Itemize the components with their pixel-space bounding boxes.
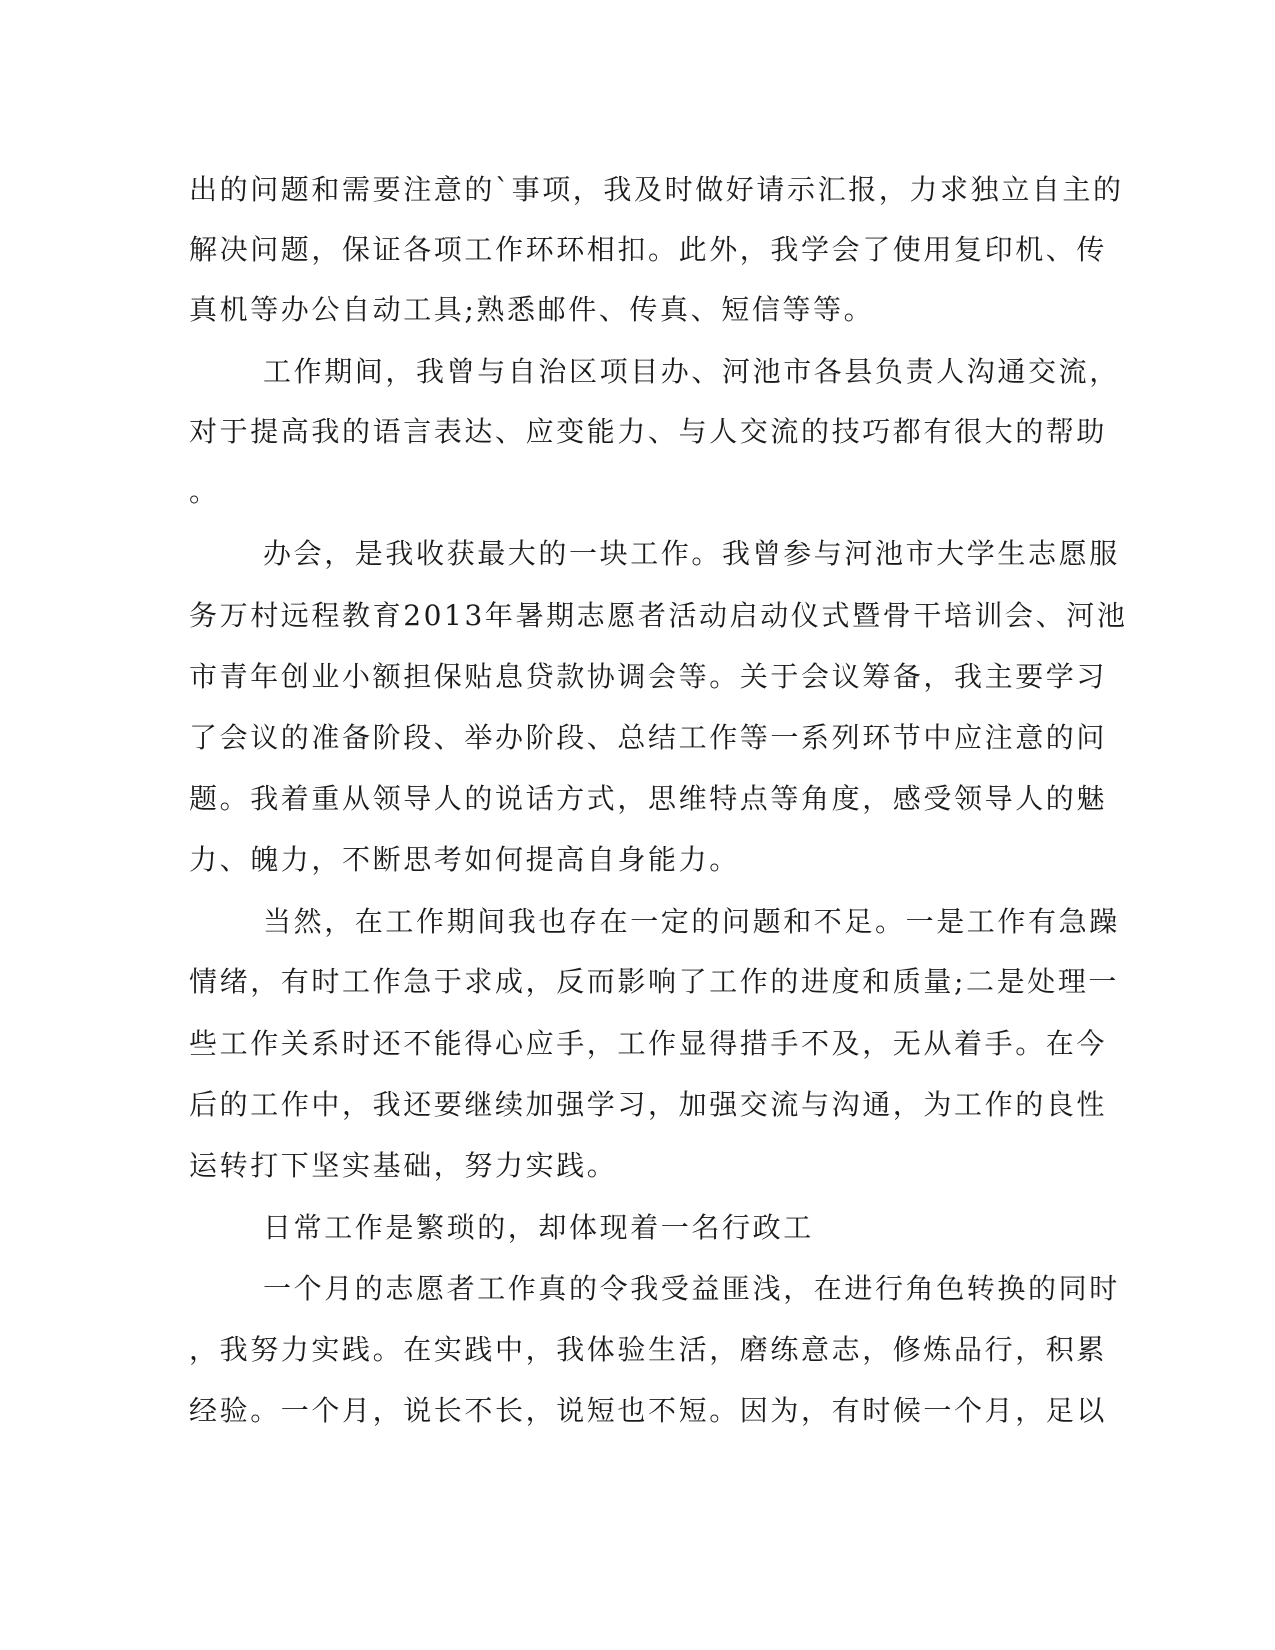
paragraph-first-line: 办会，是我收获最大的一块工作。我曾参与河池市大学生志愿服 — [263, 537, 1120, 570]
text-line: 力、魄力，不断思考如何提高自身能力。 — [189, 843, 740, 876]
text-line: ，我努力实践。在实践中，我体验生活，磨练意志，修炼品行，积累 — [189, 1333, 1108, 1366]
text-line: 经验。一个月，说长不长，说短也不短。因为，有时候一个月，足以 — [189, 1394, 1108, 1427]
paragraph-first-line: 一个月的志愿者工作真的令我受益匪浅，在进行角色转换的同时 — [263, 1272, 1120, 1305]
text-line: 些工作关系时还不能得心应手，工作显得措手不及，无从着手。在今 — [189, 1027, 1108, 1060]
text-line: 对于提高我的语言表达、应变能力、与人交流的技巧都有很大的帮助 — [189, 415, 1108, 448]
text-line: 真机等办公自动工具;熟悉邮件、传真、短信等等。 — [189, 293, 875, 326]
paragraph-first-line: 工作期间，我曾与自治区项目办、河池市各县负责人沟通交流， — [263, 355, 1120, 388]
text-line: 务万村远程教育2013年暑期志愿者活动启动仪式暨骨干培训会、河池 — [189, 599, 1128, 632]
paragraph-first-line: 当然，在工作期间我也存在一定的问题和不足。一是工作有急躁 — [263, 905, 1120, 938]
text-line: 。 — [189, 475, 218, 508]
text-line: 解决问题，保证各项工作环环相扣。此外，我学会了使用复印机、传 — [189, 233, 1108, 266]
text-line: 出的问题和需要注意的`事项，我及时做好请示汇报，力求独立自主的 — [189, 173, 1124, 206]
text-line: 后的工作中，我还要继续加强学习，加强交流与沟通，为工作的良性 — [189, 1088, 1108, 1121]
paragraph-first-line: 日常工作是繁琐的，却体现着一名行政工 — [263, 1211, 814, 1244]
text-line: 了会议的准备阶段、举办阶段、总结工作等一系列环节中应注意的问 — [189, 721, 1108, 754]
text-line: 市青年创业小额担保贴息贷款协调会等。关于会议筹备，我主要学习 — [189, 660, 1108, 693]
text-line: 运转打下坚实基础，努力实践。 — [189, 1149, 618, 1182]
text-line: 情绪，有时工作急于求成，反而影响了工作的进度和质量;二是处理一 — [189, 965, 1120, 998]
text-line: 题。我着重从领导人的说话方式，思维特点等角度，感受领导人的魅 — [189, 782, 1108, 815]
